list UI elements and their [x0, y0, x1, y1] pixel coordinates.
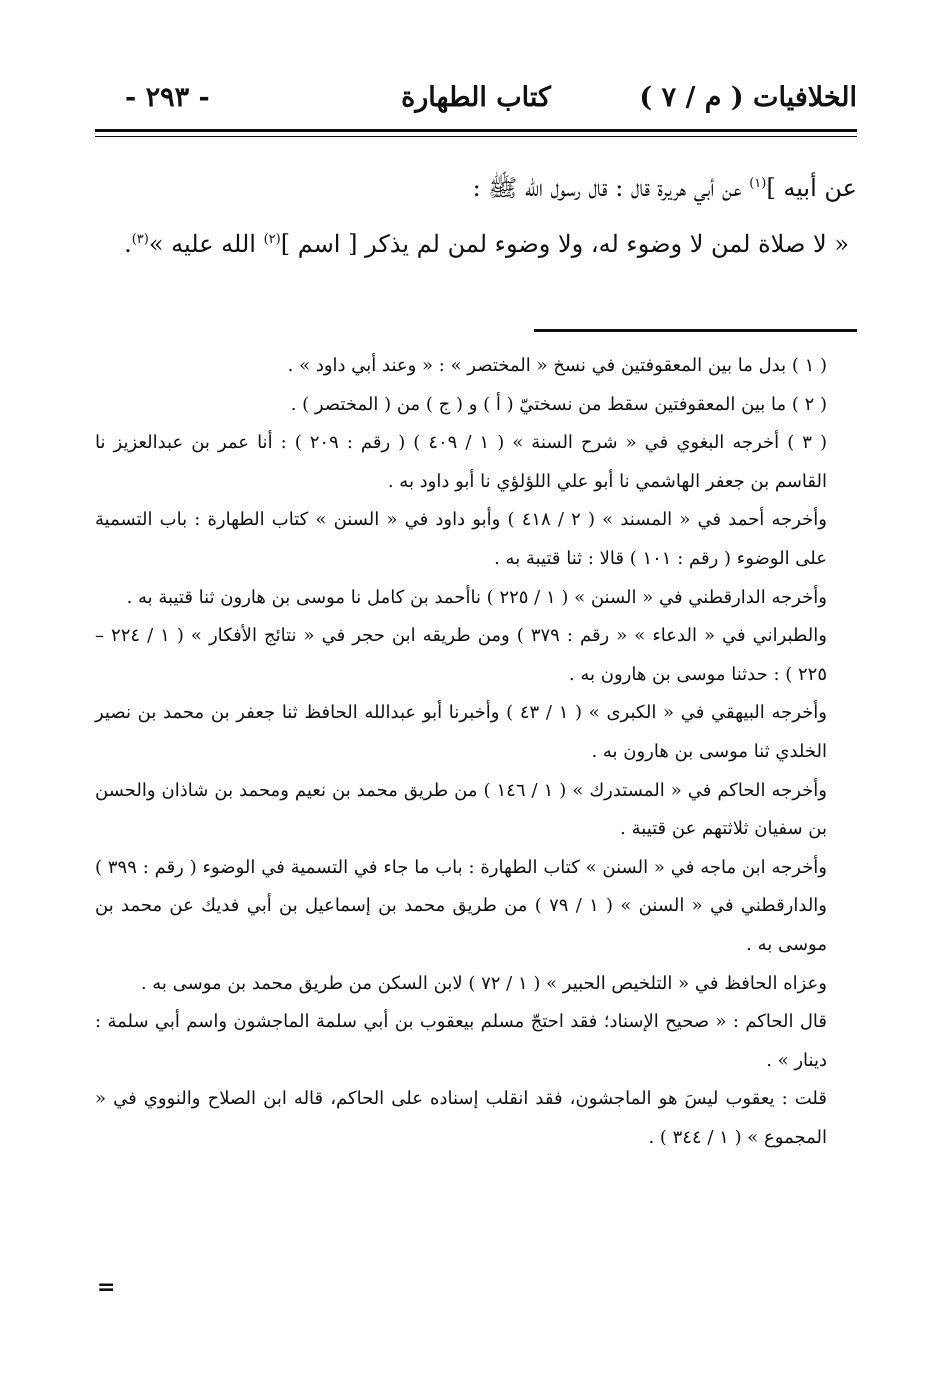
footnote-paragraph: وأخرجه الحاكم في « المستدرك » ( ١ / ١٤٦ ) من طريق محمد بن نعيم ومحمد بن شاذان والحسن بن سفيان ثلاثتهم عن قتيبة . [95, 779, 827, 840]
footnote-ref-2: (٢) [263, 232, 281, 247]
footnote-paragraph: وأخرجه الدارقطني في « السنن » ( ١ / ٢٢٥ ) ناأحمد بن كامل نا موسى بن هارون ثنا قتيبة به . [126, 586, 827, 608]
footnote-1: ( ١ ) بدل ما بين المعقوفتين في نسخ « المختصر » : « وعند أبي داود » . [287, 355, 827, 376]
main-text-segment: « لا صلاة لمن لا وضوء له، ولا وضوء لمن لم يذكر [ اسم ] [280, 230, 849, 258]
footnote-2: ( ٢ ) ما بين المعقوفتين سقط من نسختيّ ( أ ) و ( ج ) من ( المختصر ) . [290, 393, 827, 415]
main-line-2 [95, 216, 857, 272]
main-text-segment: . [124, 230, 132, 258]
main-text-segment: عن أبي هريرة قال : قال رسول الله ﷺ : [472, 174, 750, 202]
footnote-paragraph: وأخرجه البيهقي في « الكبرى » ( ١ / ٤٣ ) وأخبرنا أبو عبدالله الحافظ ثنا جعفر بن محمد بن نصير الخلدي ثنا موسى بن هارون به . [95, 702, 827, 762]
footnote-paragraph: وعزاه الحافظ في « التلخيص الحبير » ( ١ / ٧٢ ) لابن السكن من طريق محمد بن موسى به . [140, 972, 827, 994]
main-line-1 [95, 160, 857, 216]
main-text-segment: عن أبيه ] [766, 174, 857, 202]
footnote-paragraph: والطبراني في « الدعاء » « رقم : ٣٧٩ ) ومن طريقه ابن حجر في « نتائج الأفكار » ( ١ / ٢٢٤ – ٢٢٥ ) : حدثنا موسى بن هارون به . [95, 625, 827, 685]
chapter-title: كتاب الطهارة [401, 82, 551, 113]
footnote-separator [534, 329, 857, 332]
footnote-paragraph: وأخرجه أحمد في « المسند » ( ٢ / ٤١٨ ) وأبو داود في « السنن » كتاب الطهارة : باب التسمية على الوضوء ( رقم : ١٠١ ) قالا : ثنا قتيبة به . [95, 509, 827, 569]
page-number: - ٢٩٣ - [125, 82, 210, 113]
footnote-ref-1: (١) [749, 176, 767, 191]
footnote-paragraph: وأخرجه ابن ماجه في « السنن » كتاب الطهارة : باب ما جاء في التسمية في الوضوء ( رقم : ٣٩٩ ) والدارقطني في « السنن » ( ١ / ٧٩ ) من طريق محمد بن إسماعيل بن أبي فديك عن محمد بن موسى به . [95, 856, 827, 955]
footnote-paragraph: قال الحاكم : « صحيح الإسناد؛ فقد احتجّ مسلم بيعقوب بن أبي سلمة الماجشون واسم أبي سلمة : دينار » . [95, 1011, 827, 1071]
header-rule-thin [95, 136, 857, 137]
header-rule-thick [95, 129, 857, 132]
book-volume-title: الخلافيات ( م / ٧ ) [639, 82, 857, 113]
page-header [95, 78, 857, 122]
footnote-ref-3: (٣) [131, 232, 149, 247]
main-text-segment: الله عليه » [148, 230, 264, 258]
main-text [95, 160, 857, 272]
footnote-3: ( ٣ ) أخرجه البغوي في « شرح السنة » ( ١ / ٤٠٩ ) ( رقم : ٢٠٩ ) : أنا عمر بن عبدالعزيز نا القاسم بن جعفر الهاشمي نا أبو علي اللؤلؤي نا أبو داود به . [95, 432, 827, 492]
footnotes [95, 347, 857, 1157]
footnote-paragraph: قلت : يعقوب ليسَ هو الماجشون، فقد انقلب إسناده على الحاكم، قاله ابن الصلاح والنووي في « المجموع » ( ١ / ٣٤٤ ) . [95, 1088, 827, 1148]
continuation-mark: = [97, 1275, 116, 1300]
